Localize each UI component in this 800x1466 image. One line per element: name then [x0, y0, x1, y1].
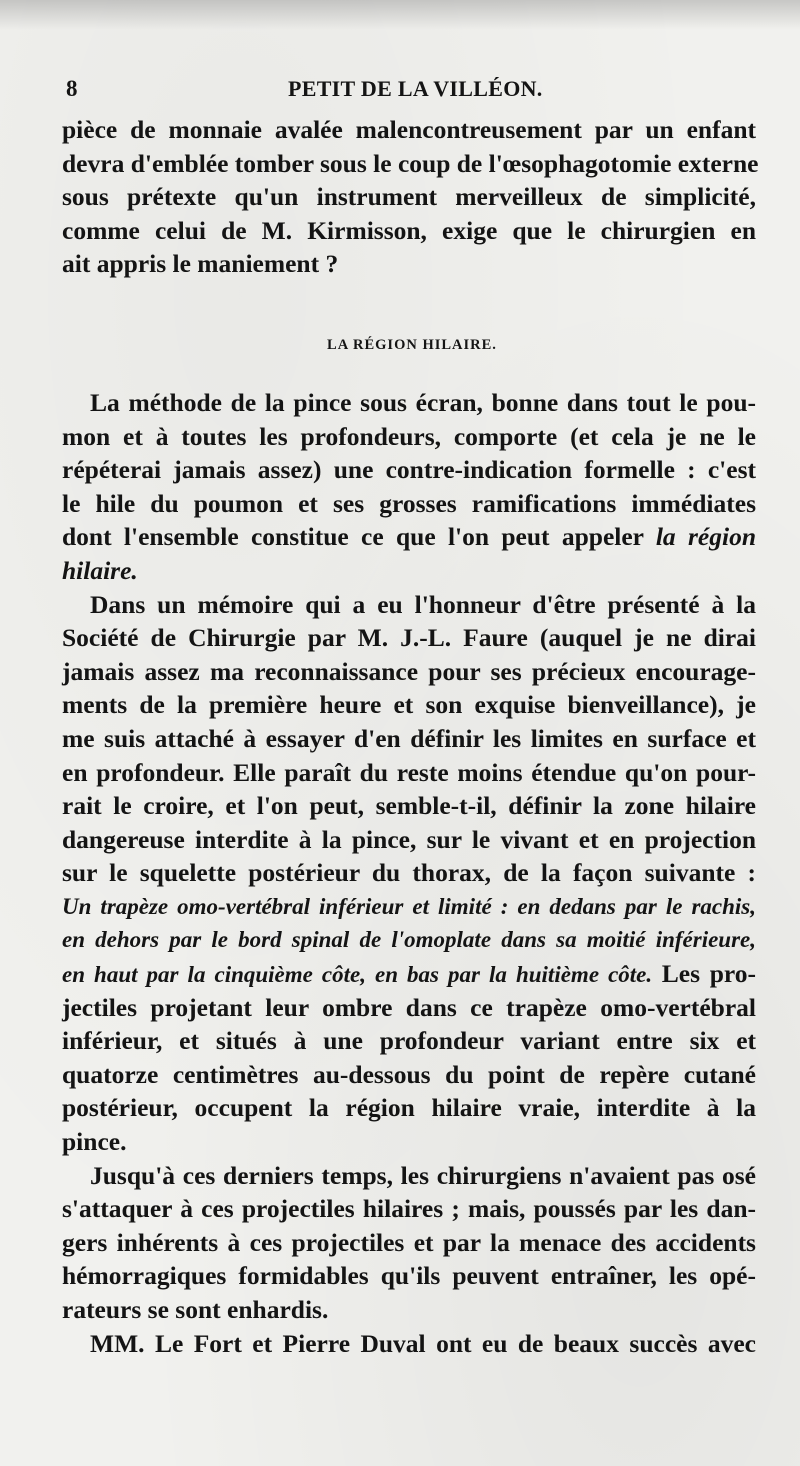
- paragraph-5: [62, 1327, 762, 1361]
- text-line: Jusqu'à ces derniers temps, les chirurgiens n'avaient pas osé: [90, 1160, 756, 1190]
- paragraph-2: [62, 386, 762, 588]
- text-run: Les pro-: [652, 959, 756, 989]
- running-title: PETIT DE LA VILLÉON.: [288, 76, 543, 101]
- italic-term: hilaire.: [62, 555, 138, 585]
- text-line: ments de la première heure et son exquise bienveillance), je: [62, 690, 756, 720]
- text-run: dont l'ensemble constitue ce que l'on peut appeler: [62, 522, 656, 552]
- text-line: quatorze centimètres au-dessous du point de repère cutané: [62, 1059, 756, 1089]
- text-line: Dans un mémoire qui a eu l'honneur d'être présenté à la: [90, 589, 756, 619]
- text-line: sur le squelette postérieur du thorax, de la façon suivante :: [62, 858, 756, 888]
- text-line: gers inhérents à ces projectiles et par la menace des accidents: [62, 1227, 756, 1257]
- text-line: La méthode de la pince sous écran, bonne dans tout le pou-: [90, 387, 756, 417]
- body-text: [62, 113, 762, 1360]
- text-line: postérieur, occupent la région hilaire vraie, interdite à la: [62, 1093, 756, 1123]
- text-line: comme celui de M. Kirmisson, exige que le chirurgien en: [62, 215, 756, 245]
- text-line: le hile du poumon et ses grosses ramifications immédiates: [62, 488, 756, 518]
- paragraph-3: [62, 588, 762, 1159]
- definition-line: en dehors par le bord spinal de l'omoplate dans sa moitié inférieure,: [62, 927, 756, 953]
- text-line: MM. Le Fort et Pierre Duval ont eu de beaux succès avec: [90, 1328, 756, 1358]
- paragraph-4: [62, 1159, 762, 1327]
- text-line: inférieur, et situés à une profondeur variant entre six et: [62, 1026, 756, 1056]
- italic-term: la région: [655, 522, 756, 552]
- text-line: rateurs se sont enhardis.: [62, 1295, 329, 1324]
- text-line: rait le croire, et l'on peut, semble-t-il, définir la zone hilaire: [62, 791, 756, 821]
- text-line: [62, 957, 756, 991]
- running-head: [66, 76, 756, 104]
- text-line: me suis attaché à essayer d'en définir les limites en surface et: [62, 723, 756, 753]
- text-line: ait appris le maniement ?: [62, 249, 339, 279]
- text-line: sous prétexte qu'un instrument merveilleux de simplicité,: [62, 182, 756, 212]
- text-line: en profondeur. Elle paraît du reste moins étendue qu'on pour-: [62, 757, 756, 787]
- text-line: dangereuse interdite à la pince, sur le vivant et en projection: [62, 824, 756, 854]
- text-line: s'attaquer à ces projectiles hilaires ; mais, poussés par les dan-: [62, 1194, 756, 1224]
- paragraph-1: [62, 113, 762, 281]
- text-line: Société de Chirurgie par M. J.-L. Faure (auquel je ne dirai: [62, 623, 756, 653]
- page-number: 8: [66, 76, 78, 101]
- page-top-shadow: [0, 0, 800, 30]
- text-line: pince.: [62, 1127, 127, 1157]
- text-line: répéterai jamais assez) une contre-indication formelle : c'est: [62, 455, 756, 485]
- section-heading: LA RÉGION HILAIRE.: [327, 336, 497, 353]
- text-line: [62, 520, 756, 554]
- text-line: hémorragiques formidables qu'ils peuvent entraîner, les opé-: [62, 1261, 756, 1291]
- definition-line: en haut par la cinquième côte, en bas par la huitième côte.: [62, 962, 653, 988]
- text-line: pièce de monnaie avalée malencontreusement par un enfant: [62, 115, 756, 144]
- text-line: jectiles projetant leur ombre dans ce trapèze omo-vertébral: [62, 992, 756, 1022]
- text-line: mon et à toutes les profondeurs, comporte (et cela je ne le: [62, 421, 756, 451]
- text-line: jamais assez ma reconnaissance pour ses précieux encourage-: [62, 656, 756, 686]
- definition-line: Un trapèze omo-vertébral inférieur et limité : en dedans par le rachis,: [62, 893, 756, 919]
- text-line: devra d'emblée tomber sous le coup de l'œsophagotomie externe: [62, 148, 759, 178]
